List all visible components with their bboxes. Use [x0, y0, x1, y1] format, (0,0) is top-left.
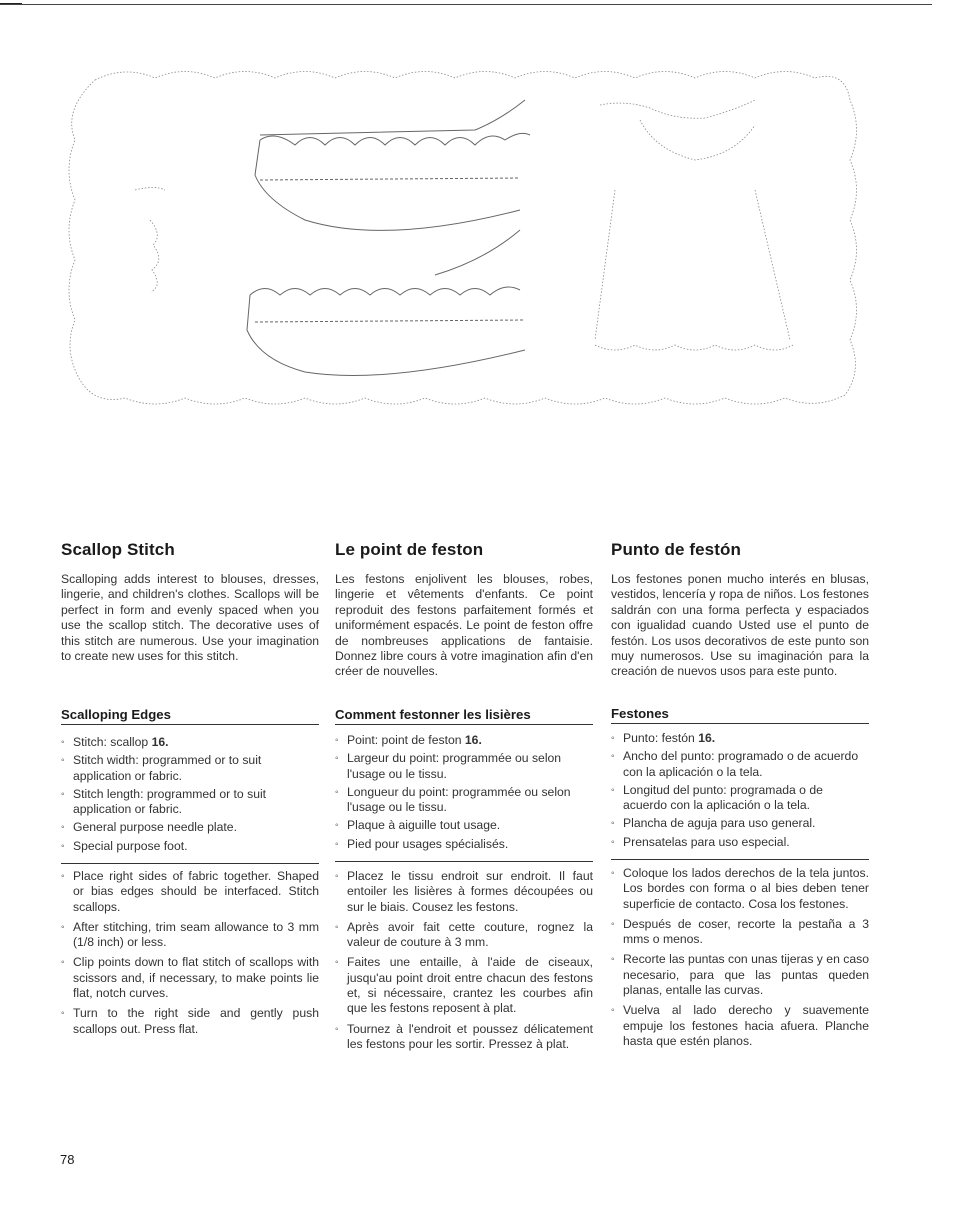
spec-text: Special purpose foot. — [73, 838, 188, 853]
spec-item — [335, 751, 593, 782]
spec-item — [61, 787, 319, 818]
spec-bold: 16. — [464, 733, 482, 747]
spec-item — [61, 735, 319, 750]
step-item: ◦ Coloque los lados derechos de la tela juntos. Los bordes con forma o al bies deben tener superficie de contacto. Cosa los festones. — [611, 866, 869, 912]
step-item: ◦ Faites une entaille, à l'aide de ciseaux, jusqu'au point droit entre chacun des festons et, si nécessaire, crantez les courbes afin que les festons reposent à plat. — [335, 955, 593, 1016]
section-title: Le point de feston — [335, 540, 484, 559]
step-item: ◦ Recorte las puntas con unas tijeras y en caso necesario, para que las puntas queden planas, entalle las curvas. — [611, 952, 869, 998]
step-item: ◦ Clip points down to flat stitch of scallops with scissors and, if necessary, to make points lie flat, notch curves. — [61, 955, 319, 1001]
spec-text: Stitch length: programmed or to suit application or fabric. — [73, 786, 267, 817]
spec-text: Plaque à aiguille tout usage. — [347, 818, 501, 833]
step-item: ◦ Tournez à l'endroit et poussez délicatement les festons pour les sortir. Pressez à plat. — [335, 1022, 593, 1053]
spec-item — [611, 731, 869, 746]
section-intro: Les festons enjolivent les blouses, robes, lingerie et vêtements d'enfants. Ce point reproduit des festons parfaitement formés et uniformément espacés. Le point de feston offre de nombreuses applications de fantaisie. Donnez libre cours à votre imagination afin d'en créer de nouvelles. — [335, 572, 593, 679]
spec-item — [611, 816, 869, 831]
section-intro: Los festones ponen mucho interés en blusas, vestidos, lencería y ropa de niños. Los festones saldrán con una forma perfecta y espaciados con igualidad cuando Usted use el punto de festón. Los usos decorativos de este punto son muy numerosos. Use su imaginación para la creación de nuevos usos para este punto. — [611, 572, 869, 679]
spec-text: General purpose needle plate. — [73, 820, 237, 835]
spec-item — [61, 753, 319, 784]
spec-text: Ancho del punto: programado o de acuerdo con la aplicación o la tela. — [623, 749, 859, 779]
spec-list — [335, 733, 593, 862]
step-list — [611, 866, 869, 1054]
step-item: ◦ Placez le tissu endroit sur endroit. Il faut entoiler les lisières à formes découpées ou sur le biais. Cousez les festons. — [335, 869, 593, 915]
step-list — [335, 869, 593, 1057]
spec-text: Pied pour usages spécialisés. — [347, 836, 509, 851]
section-english — [61, 540, 319, 664]
spec-item — [611, 783, 869, 814]
spec-bold: 16. — [698, 731, 716, 745]
spec-item — [611, 749, 869, 780]
spec-text: Largeur du point: programmée ou selon l'usage ou le tissu. — [347, 751, 562, 781]
scallop-illustration — [55, 60, 860, 420]
spec-text: Plancha de aguja para uso general. — [623, 816, 816, 831]
step-item: ◦ Après avoir fait cette couture, rognez la valeur de couture à 3 mm. — [335, 920, 593, 951]
spec-text: Prensatelas para uso especial. — [623, 834, 790, 849]
spec-item — [335, 785, 593, 816]
step-item: ◦ Place right sides of fabric together. Shaped or bias edges should be interfaced. Stitch scallops. — [61, 869, 319, 915]
step-item: ◦ After stitching, trim seam allowance to 3 mm (1/8 inch) or less. — [61, 920, 319, 951]
step-list — [61, 869, 319, 1042]
spec-list — [61, 735, 319, 864]
spec-item — [335, 837, 593, 852]
subheading-festones: Festones — [611, 706, 869, 724]
spec-bold: 16. — [151, 735, 169, 749]
step-item: ◦ Vuelva al lado derecho y suavemente empuje los festones hacia afuera. Planche hasta que estén planos. — [611, 1003, 869, 1049]
page-number: 78 — [60, 1152, 75, 1167]
top-rule — [0, 4, 932, 5]
spec-text: Point: point de feston — [347, 733, 465, 747]
spec-text: Stitch width: programmed or to suit application or fabric. — [73, 753, 262, 783]
section-french — [335, 540, 593, 680]
spec-text: Stitch: scallop — [73, 735, 152, 749]
spec-text: Longitud del punto: programada o de acuerdo con la aplicación o la tela. — [623, 782, 823, 813]
section-title: Punto de festón — [611, 540, 741, 559]
step-item: ◦ Después de coser, recorte la pestaña a 3 mms o menos. — [611, 917, 869, 948]
subheading-scalloping-edges: Scalloping Edges — [61, 707, 319, 725]
section-intro: Scalloping adds interest to blouses, dresses, lingerie, and children's clothes. Scallops will be perfect in form and evenly spaced when you use the scallop stitch. The decorative uses of this stitch are numerous. Use your imagination to create new uses for this stitch. — [61, 572, 319, 664]
spec-item — [611, 835, 869, 850]
spec-item — [335, 818, 593, 833]
spec-text: Punto: festón — [623, 731, 699, 745]
step-item: ◦ Turn to the right side and gently push scallops out. Press flat. — [61, 1006, 319, 1037]
section-title: Scallop Stitch — [61, 540, 175, 559]
spec-item — [335, 733, 593, 748]
section-spanish — [611, 540, 869, 680]
spec-list — [611, 731, 869, 860]
subheading-comment-festonner: Comment festonner les lisières — [335, 707, 593, 725]
spec-item — [61, 839, 319, 854]
spec-item — [61, 820, 319, 835]
spec-text: Longueur du point: programmée ou selon l'usage ou le tissu. — [347, 784, 571, 815]
